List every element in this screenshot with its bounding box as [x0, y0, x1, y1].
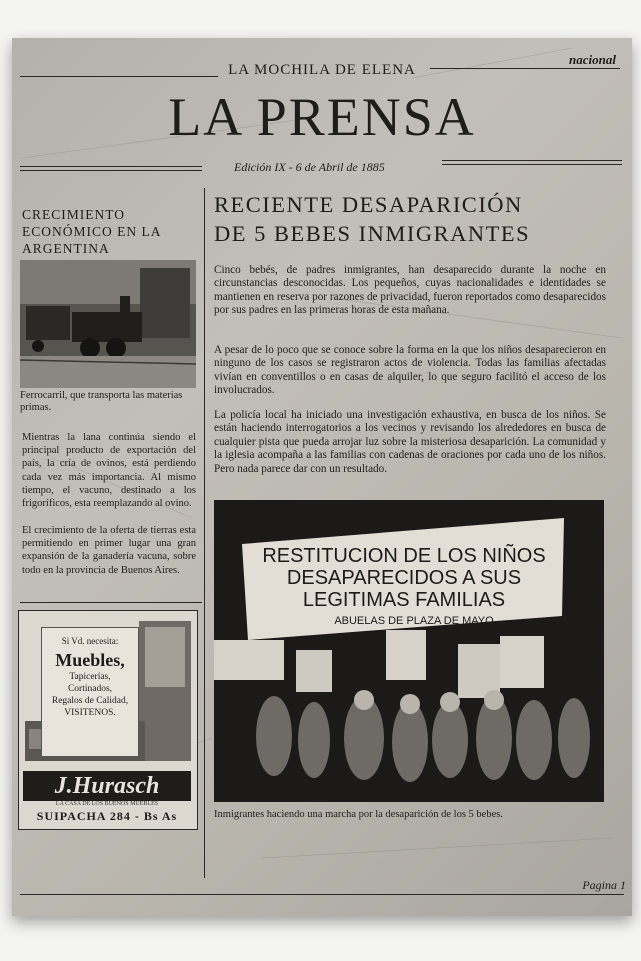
edition-rule-left: [20, 166, 202, 167]
banner-text-line: LEGITIMAS FAMILIAS: [302, 589, 506, 611]
advert-line: Regalos de Calidad,: [51, 696, 129, 706]
page-number: Pagina 1: [582, 878, 626, 892]
edition-rule-right-2: [442, 164, 622, 165]
headline-line: DE 5 BEBES INMIGRANTES: [214, 221, 531, 246]
march-photo-caption: Inmigrantes haciendo una marcha por la desaparición de los 5 bebes.: [214, 809, 503, 820]
article-paragraph: A pesar de lo poco que se conoce sobre la forma en la que los niños desaparecieron en ninguno de los casos se registraron actos de violencia. Todas las familias afectadas vivían en conventillos o en casas de alquiler, lo que seguro facilitó el acceso de los involucrados.: [214, 344, 606, 397]
newspaper-page: [12, 38, 632, 916]
train-photo-caption: Ferrocarril, que transporta las materias primas.: [20, 390, 183, 413]
advert-brand: J.Hurasch: [23, 771, 191, 801]
advert-line: VISITENOS.: [64, 708, 116, 718]
banner-text-line: ABUELAS DE PLAZA DE MAYO: [334, 615, 494, 627]
advert-card: [41, 627, 139, 757]
march-photo: [214, 500, 604, 802]
train-photo: [20, 260, 196, 388]
advert-line: Cortinados,: [67, 684, 113, 694]
edition-rule-right: [442, 160, 622, 161]
footer-rule: [20, 894, 624, 895]
article-paragraph: Cinco bebés, de padres inmigrantes, han desaparecido durante la noche en circunstancias desconocidas. Los pequeños, cuyas nacionalidades e identidades se mantienen en reserva por razones de privacidad, fueron reportados como desaparecidos por sus padres en las primeras horas de esta mañana.: [214, 264, 606, 317]
advert-need-text: Si Vd. necesita:: [61, 636, 119, 646]
sidebar-paragraph: El crecimiento de la oferta de tierras esta permitiendo en primer lugar una gran expansión de la ganadería vacuna, sobre todo en la provincia de Buenos Aires.: [22, 525, 196, 576]
section-tag: nacional: [569, 52, 616, 67]
edition-rule-left-2: [20, 170, 202, 171]
article-headline: [214, 190, 612, 248]
banner-text-line: RESTITUCION DE LOS NIÑOS: [262, 545, 546, 567]
edition-line: Edición IX - 6 de Abril de 1885: [234, 160, 385, 174]
masthead-top-line: LA MOCHILA DE ELENA: [228, 62, 416, 78]
headline-line: RECIENTE DESAPARICIÓN: [214, 192, 523, 217]
article-paragraph: La policía local ha iniciado una investigación exhaustiva, en busca de los niños. Se están haciendo interrogatorios a los vecinos y revisando los alrededores en busca de cualquier pista que pueda arrojar luz sobre la misteriosa desaparición. La comunidad y la iglesia acompaña a las familias con cadenas de oraciones por cada uno de los niños. Pero nada parece dar con un resultado.: [214, 409, 606, 475]
banner-text-line: DESAPARECIDOS A SUS: [286, 567, 522, 589]
sidebar-heading: CRECIMIENTO ECONÓMICO EN LA ARGENTINA: [22, 207, 161, 256]
furniture-advert: [18, 610, 198, 830]
advert-main-text: Muebles,: [55, 650, 125, 670]
advert-line: Tapicerías,: [69, 672, 111, 682]
advert-address: SUIPACHA 284 - Bs As: [36, 809, 178, 823]
ad-top-rule: [20, 602, 202, 603]
advert-tagline: LA CASA DE LOS BUENOS MUEBLES: [55, 801, 159, 807]
sidebar-paragraph: Mientras la lana continúa siendo el principal producto de exportación del país, la cría de ovinos, está perdiendo cada vez más importancia. Al mismo tiempo, el vacuno, destinado a los frigoríficos, esta reemplazando al ovino.: [22, 432, 196, 510]
newspaper-title: LA PRENSA: [168, 87, 476, 147]
column-divider-vertical: [204, 188, 205, 878]
